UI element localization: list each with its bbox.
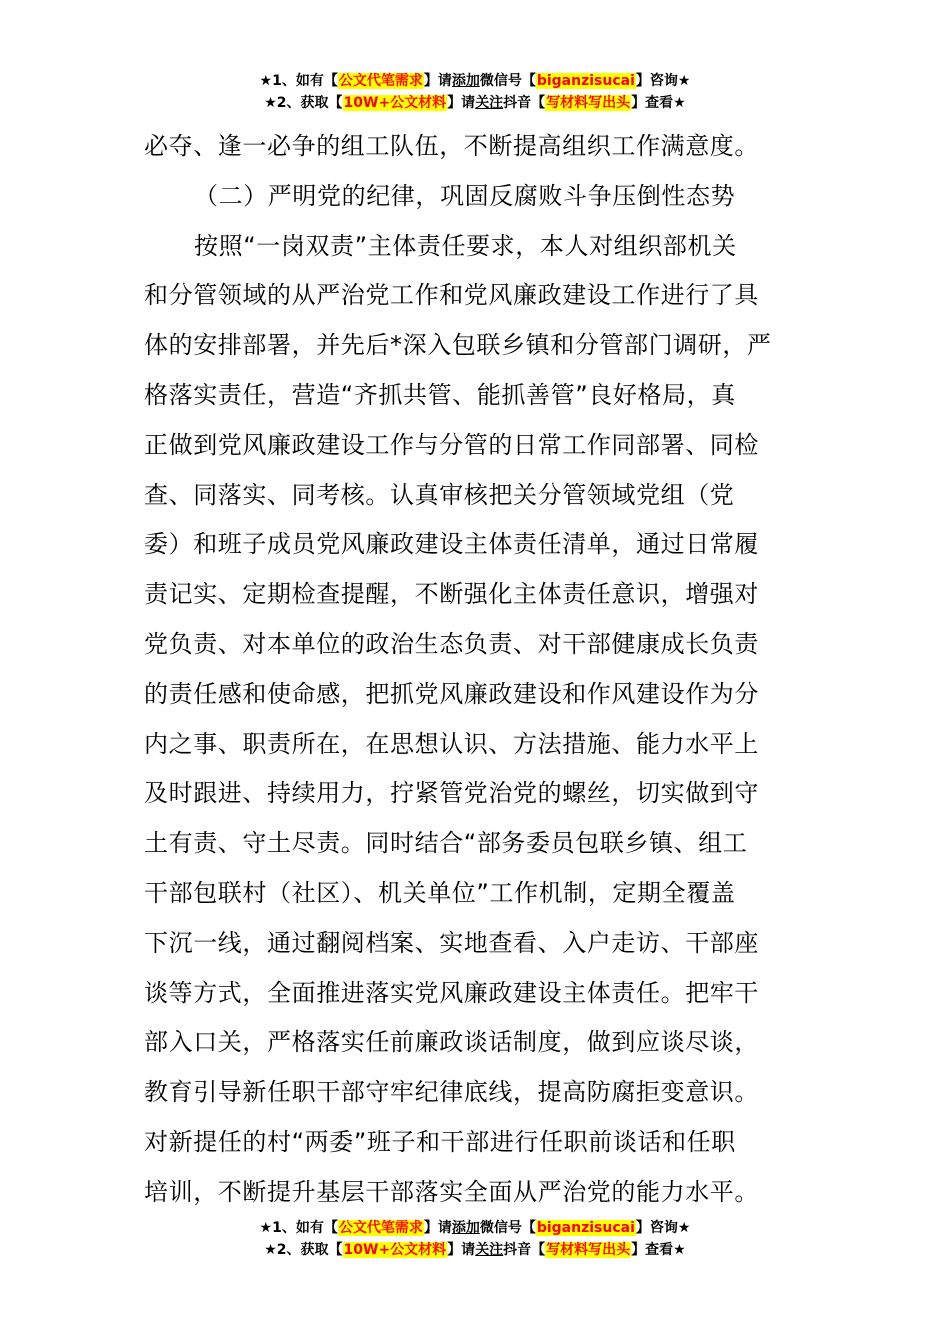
- banner-highlight: biganzisucai: [536, 1220, 635, 1236]
- body-line: 和分管领域的从严治党工作和党风廉政建设工作进行了具: [144, 281, 759, 310]
- body-line: 土有责、守土尽责。同时结合“部务委员包联乡镇、组工: [144, 829, 748, 858]
- banner-highlight: 10W+公文材料: [343, 95, 447, 111]
- body-line: 教育引导新任职干部守牢纪律底线，提高防腐拒变意识。: [144, 1078, 759, 1107]
- body-line: 干部包联村（社区）、机关单位”工作机制，定期全覆盖: [144, 878, 736, 907]
- body-line: 及时跟进、持续用力，拧紧管党治党的螺丝，切实做到守: [144, 779, 759, 808]
- body-line: 对新提任的村“两委”班子和干部进行任职前谈话和任职: [144, 1127, 736, 1156]
- body-line: 查、同落实、同考核。认真审核把关分管领域党组（党: [144, 480, 735, 509]
- section-heading: （二）严明党的纪律，巩固反腐败斗争压倒性态势: [194, 181, 736, 210]
- body-line: 的责任感和使命感，把抓党风廉政建设和作风建设作为分: [144, 679, 759, 708]
- banner-highlight: 10W+公文材料: [343, 1242, 447, 1258]
- body-line: 内之事、职责所在，在思想认识、方法措施、能力水平上: [144, 729, 759, 758]
- top-banner: [0, 70, 950, 114]
- banner-highlight: 公文代笔需求: [338, 73, 423, 89]
- banner-highlight: 写材料写出头: [546, 1242, 631, 1258]
- body-line: 委）和班子成员党风廉政建设主体责任清单，通过日常履: [144, 530, 759, 559]
- body-line: 培训，不断提升基层干部落实全面从严治党的能力水平。: [144, 1177, 759, 1206]
- body-line: 必夺、逢一必争的组工队伍，不断提高组织工作满意度。: [144, 132, 759, 160]
- bottom-banner-line-1: ★1、如有【公文代笔需求】请添加微信号【biganzisucai】咨询★: [259, 1220, 691, 1236]
- banner-highlight: 公文代笔需求: [338, 1220, 423, 1236]
- body-line: 格落实责任，营造“齐抓共管、能抓善管”良好格局，真: [144, 380, 736, 409]
- top-banner-line-2: ★2、获取【10W+公文材料】请关注抖音【写材料写出头】查看★: [264, 95, 686, 111]
- body-line: 责记实、定期检查提醒，不断强化主体责任意识，增强对: [144, 580, 759, 609]
- body-line: 正做到党风廉政建设工作与分管的日常工作同部署、同检: [144, 430, 759, 459]
- banner-highlight: biganzisucai: [536, 73, 635, 89]
- body-line: 党负责、对本单位的政治生态负责、对干部健康成长负责: [144, 629, 759, 658]
- bottom-banner: [0, 1217, 950, 1261]
- top-banner-line-1: ★1、如有【公文代笔需求】请添加微信号【biganzisucai】咨询★: [259, 73, 691, 89]
- document-body: [144, 122, 809, 1218]
- bottom-banner-line-2: ★2、获取【10W+公文材料】请关注抖音【写材料写出头】查看★: [264, 1242, 686, 1258]
- body-line: 部入口关，严格落实任前廉政谈话制度，做到应谈尽谈，: [144, 1028, 759, 1057]
- body-line: 下沉一线，通过翻阅档案、实地查看、入户走访、干部座: [144, 928, 759, 957]
- body-line: 按照“一岗双责”主体责任要求，本人对组织部机关: [194, 231, 737, 260]
- body-line: 谈等方式，全面推进落实党风廉政建设主体责任。把牢干: [144, 978, 759, 1007]
- banner-highlight: 写材料写出头: [546, 95, 631, 111]
- body-line: 体的安排部署，并先后*深入包联乡镇和分管部门调研，严: [144, 331, 772, 360]
